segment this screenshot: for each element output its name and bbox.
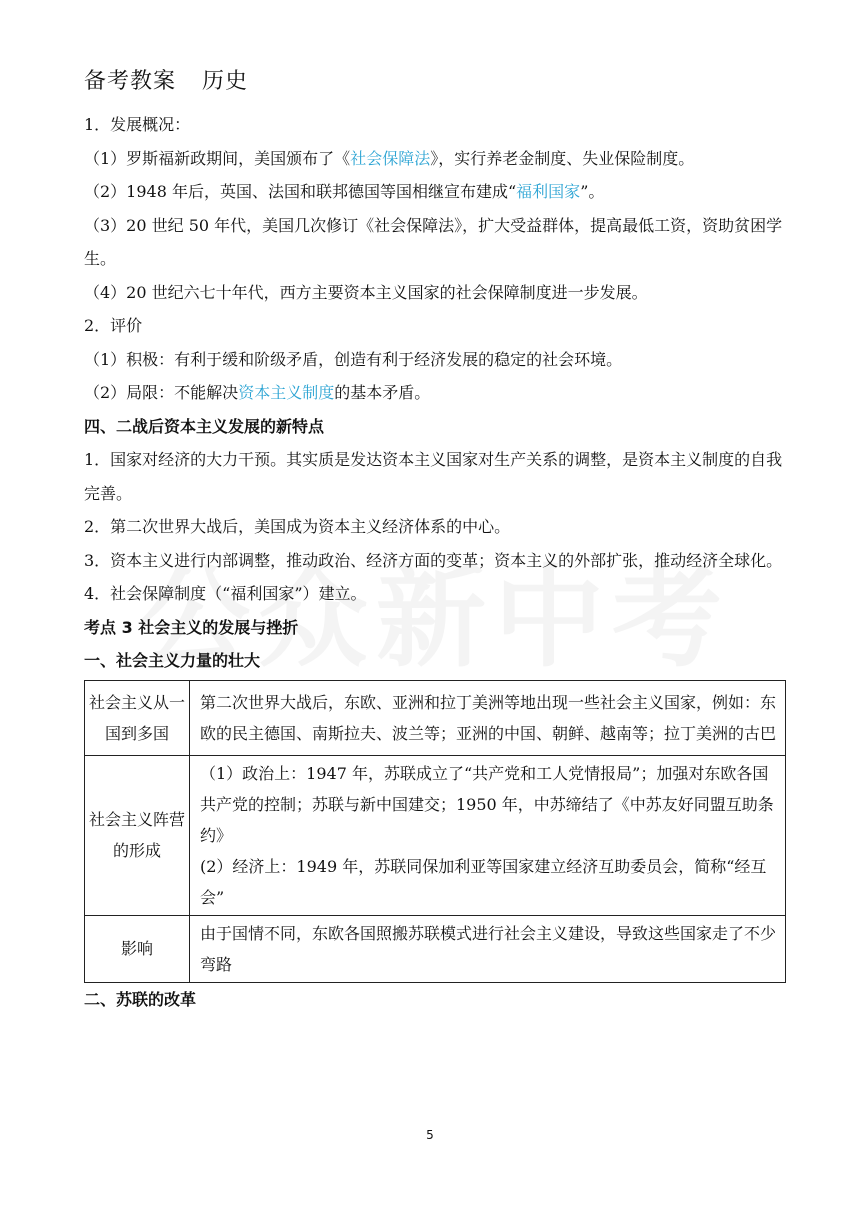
table-row-label: 社会主义阵营的形成	[85, 755, 190, 915]
table-row-content: 第二次世界大战后，东欧、亚洲和拉丁美洲等地出现一些社会主义国家，例如：东欧的民主德国、南斯拉夫、波兰等；亚洲的中国、朝鲜、越南等；拉丁美洲的古巴	[190, 680, 786, 755]
table-row-label: 社会主义从一国到多国	[85, 680, 190, 755]
feature-3: 3．资本主义进行内部调整，推动政治、经济方面的变革；资本主义的外部扩张，推动经济全球化。	[84, 550, 783, 570]
feature-1: 1．国家对经济的大力干预。其实质是发达资本主义国家对生产关系的调整，是资本主义制度的自我完善。	[84, 450, 783, 503]
knowledge-table	[84, 680, 786, 983]
paragraph-1: （1）罗斯福新政期间，美国颁布了《社会保障法》，实行养老金制度、失业保险制度。	[84, 148, 695, 168]
heading-new-features: 四、二战后资本主义发展的新特点	[84, 416, 325, 436]
link-capitalist-system[interactable]: 资本主义制度	[238, 383, 335, 402]
paragraph-3: （3）20 世纪 50 年代，美国几次修订《社会保障法》，扩大受益群体，提高最低工资，资助贫困学生。	[84, 215, 783, 268]
section-title-development: 1．发展概况：	[84, 115, 191, 134]
heading-exam-point-3: 考点 3 社会主义的发展与挫折	[84, 617, 299, 637]
table-row-content: 由于国情不同，东欧各国照搬苏联模式进行社会主义建设，导致这些国家走了不少弯路	[190, 915, 786, 982]
paragraph-2: （2）1948 年后，英国、法国和联邦德国等国相继宣布建成“福利国家”。	[84, 182, 605, 201]
heading-soviet-reform: 二、苏联的改革	[84, 989, 197, 1009]
feature-2: 2．第二次世界大战后，美国成为资本主义经济体系的中心。	[84, 517, 511, 536]
paragraph-limitation: （2）局限：不能解决资本主义制度的基本矛盾。	[84, 383, 431, 402]
table-row	[85, 680, 786, 755]
feature-4: 4．社会保障制度（“福利国家”）建立。	[84, 584, 367, 603]
page-header	[84, 64, 248, 95]
table-row	[85, 755, 786, 915]
header-subject-label: 备考教案	[84, 69, 177, 94]
link-welfare-state[interactable]: 福利国家	[516, 182, 581, 201]
table-row-content-political: （1）政治上：1947 年，苏联成立了“共产党和工人党情报局”；加强对东欧各国共产党的控制；苏联与新中国建交；1950 年，中苏缔结了《中苏友好同盟互助条约》	[200, 763, 774, 845]
table-row-label: 影响	[85, 915, 190, 982]
table-row-content-economic: (2）经济上：1949 年，苏联同保加利亚等国家建立经济互助委员会，简称“经互会”	[200, 856, 767, 907]
section-title-evaluation: 2．评价	[84, 316, 143, 335]
link-social-security-act[interactable]: 社会保障法	[350, 148, 431, 168]
document-body	[84, 108, 784, 1016]
paragraph-positive: （1）积极：有利于缓和阶级矛盾，创造有利于经济发展的稳定的社会环境。	[84, 349, 623, 369]
paragraph-4: （4）20 世纪六七十年代，西方主要资本主义国家的社会保障制度进一步发展。	[84, 282, 648, 302]
table-row-content	[190, 755, 786, 915]
header-course-label: 历史	[202, 69, 249, 94]
heading-socialism-growth: 一、社会主义力量的壮大	[84, 651, 261, 670]
page-number: 5	[426, 1128, 434, 1142]
table-row	[85, 915, 786, 982]
